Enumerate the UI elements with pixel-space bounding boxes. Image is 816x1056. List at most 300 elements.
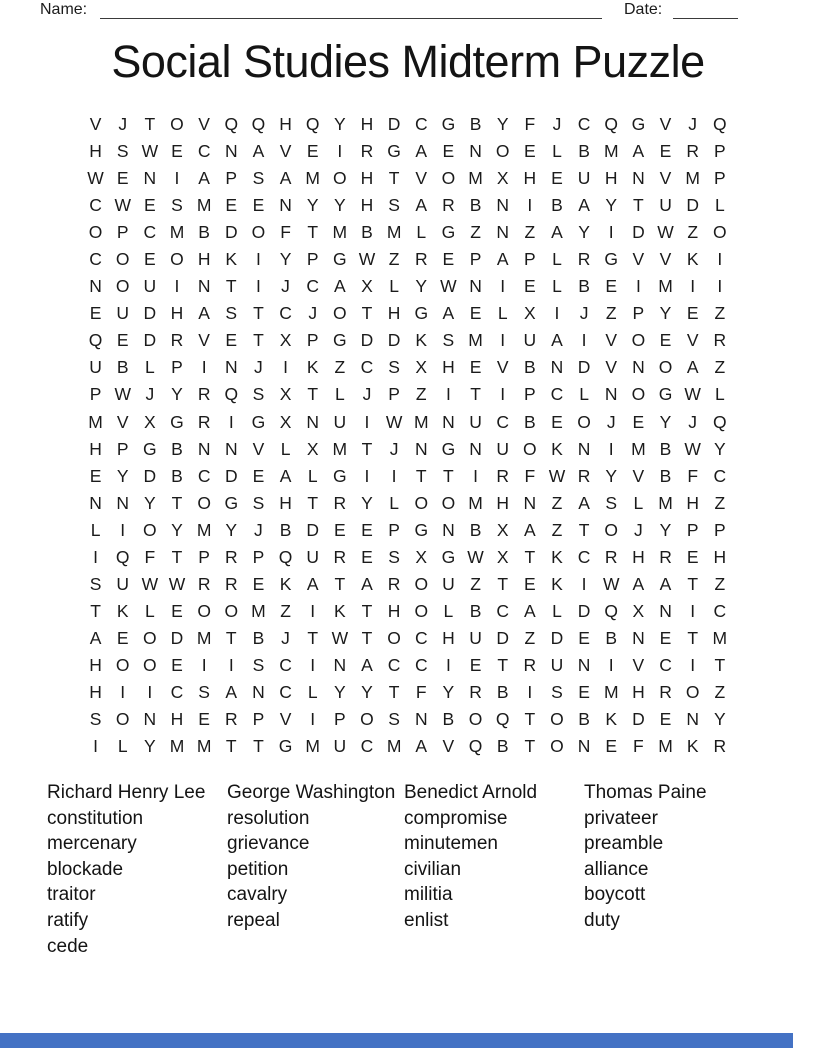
grid-letter: O bbox=[115, 654, 130, 675]
grid-letter: Z bbox=[714, 682, 726, 702]
grid-letter: T bbox=[225, 627, 237, 648]
grid-letter: Y bbox=[605, 465, 618, 486]
grid-letter: N bbox=[523, 492, 537, 513]
grid-letter: T bbox=[171, 492, 183, 513]
grid-letter: I bbox=[690, 600, 696, 621]
grid-letter: O bbox=[170, 249, 184, 270]
grid-letter: L bbox=[280, 438, 291, 459]
grid-letter: G bbox=[251, 411, 266, 432]
grid-letter: N bbox=[279, 195, 292, 216]
grid-letter: M bbox=[196, 736, 212, 757]
grid-letter: N bbox=[414, 438, 428, 459]
grid-letter: E bbox=[306, 141, 319, 162]
grid-letter: G bbox=[333, 330, 347, 351]
horizontal-scrollbar-thumb[interactable] bbox=[0, 1033, 793, 1048]
grid-letter: G bbox=[441, 438, 456, 459]
grid-letter: A bbox=[252, 141, 265, 162]
grid-letter: T bbox=[470, 384, 481, 405]
grid-letter: D bbox=[306, 519, 320, 540]
grid-letter: Q bbox=[468, 736, 483, 757]
grid-letter: I bbox=[717, 249, 723, 270]
grid-letter: X bbox=[632, 600, 645, 621]
grid-letter: I bbox=[717, 276, 723, 297]
grid-letter: N bbox=[414, 709, 428, 730]
grid-letter: K bbox=[415, 330, 428, 351]
grid-letter: E bbox=[659, 141, 672, 162]
grid-letter: A bbox=[523, 519, 536, 540]
word-item: cavalry bbox=[227, 884, 288, 906]
grid-letter: P bbox=[713, 519, 726, 540]
grid-letter: R bbox=[224, 709, 238, 730]
grid-letter: P bbox=[469, 249, 482, 270]
grid-letter: W bbox=[385, 411, 403, 432]
grid-letter: D bbox=[496, 627, 509, 648]
word-item: boycott bbox=[584, 884, 646, 906]
grid-letter: Y bbox=[144, 736, 156, 757]
grid-letter: O bbox=[658, 357, 673, 378]
grid-letter: P bbox=[523, 249, 536, 270]
grid-letter: E bbox=[361, 546, 373, 567]
grid-letter: W bbox=[141, 141, 159, 162]
grid-letter: B bbox=[659, 465, 672, 486]
grid-letter: O bbox=[88, 222, 103, 243]
word-item: Benedict Arnold bbox=[404, 782, 538, 803]
word-item: duty bbox=[584, 909, 620, 931]
grid-letter: E bbox=[551, 168, 563, 189]
grid-letter: I bbox=[255, 276, 261, 297]
grid-letter: N bbox=[632, 357, 645, 378]
grid-letter: A bbox=[523, 600, 536, 621]
grid-letter: P bbox=[116, 222, 129, 243]
grid-letter: W bbox=[684, 384, 701, 405]
grid-letter: L bbox=[334, 384, 345, 405]
grid-letter: Q bbox=[115, 546, 130, 567]
grid-letter: Q bbox=[278, 546, 293, 567]
grid-letter: M bbox=[603, 141, 619, 162]
grid-letter: O bbox=[115, 249, 130, 270]
grid-letter: C bbox=[496, 411, 509, 432]
grid-letter: M bbox=[251, 600, 266, 621]
grid-letter: Z bbox=[714, 492, 726, 513]
grid-letter: C bbox=[550, 384, 564, 405]
grid-letter: V bbox=[198, 330, 210, 351]
grid-letter: J bbox=[606, 411, 616, 432]
grid-letter: I bbox=[174, 276, 180, 297]
grid-letter: R bbox=[333, 546, 347, 567]
grid-letter: A bbox=[306, 573, 319, 594]
grid-letter: L bbox=[552, 141, 562, 162]
grid-letter: W bbox=[114, 195, 131, 216]
grid-letter: P bbox=[388, 519, 400, 540]
grid-letter: W bbox=[141, 573, 159, 594]
grid-letter: O bbox=[143, 654, 157, 675]
grid-letter: E bbox=[144, 195, 156, 216]
grid-letter: E bbox=[225, 330, 238, 351]
word-item: George Washington bbox=[227, 782, 396, 803]
grid-letter: B bbox=[469, 195, 482, 216]
grid-letter: N bbox=[577, 654, 591, 675]
grid-letter: M bbox=[468, 168, 483, 189]
grid-letter: H bbox=[360, 114, 374, 135]
grid-letter: Q bbox=[712, 411, 727, 432]
grid-letter: T bbox=[497, 654, 509, 675]
grid-letter: Z bbox=[280, 600, 291, 621]
grid-letter: Q bbox=[604, 600, 619, 621]
grid-letter: W bbox=[657, 222, 674, 243]
grid-letter: L bbox=[497, 303, 508, 324]
grid-letter: E bbox=[252, 195, 265, 216]
grid-letter: N bbox=[659, 600, 672, 621]
grid-letter: Y bbox=[496, 114, 509, 135]
grid-letter: Y bbox=[306, 195, 319, 216]
grid-letter: O bbox=[115, 709, 130, 730]
grid-letter: M bbox=[658, 492, 673, 513]
grid-letter: C bbox=[89, 195, 102, 216]
grid-letter: B bbox=[171, 465, 183, 486]
grid-letter: O bbox=[224, 600, 239, 621]
grid-letter: Z bbox=[551, 519, 563, 540]
grid-letter: R bbox=[577, 465, 591, 486]
grid-letter: I bbox=[93, 736, 98, 757]
grid-letter: N bbox=[143, 168, 157, 189]
grid-letter: U bbox=[143, 276, 157, 297]
grid-letter: F bbox=[144, 546, 156, 567]
grid-letter: U bbox=[550, 654, 564, 675]
grid-letter: T bbox=[388, 682, 400, 702]
grid-letter: H bbox=[604, 168, 618, 189]
grid-letter: P bbox=[225, 168, 238, 189]
grid-letter: H bbox=[442, 357, 455, 378]
grid-letter: N bbox=[442, 411, 455, 432]
grid-letter: V bbox=[659, 168, 672, 189]
grid-letter: O bbox=[712, 222, 727, 243]
grid-letter: T bbox=[171, 546, 183, 567]
grid-letter: B bbox=[198, 222, 210, 243]
grid-letter: T bbox=[361, 627, 373, 648]
grid-letter: I bbox=[364, 465, 370, 486]
grid-letter: Y bbox=[605, 195, 618, 216]
grid-letter: H bbox=[89, 682, 102, 702]
grid-letter: V bbox=[442, 736, 455, 757]
grid-letter: Y bbox=[333, 682, 346, 702]
grid-letter: B bbox=[659, 438, 672, 459]
grid-letter: F bbox=[633, 736, 644, 757]
grid-letter: M bbox=[603, 682, 619, 702]
grid-letter: A bbox=[198, 303, 210, 324]
grid-letter: Y bbox=[361, 682, 373, 702]
grid-letter: O bbox=[360, 709, 374, 730]
grid-letter: T bbox=[524, 736, 536, 757]
grid-letter: L bbox=[307, 465, 318, 486]
grid-letter: E bbox=[659, 330, 672, 351]
grid-letter: Y bbox=[442, 682, 455, 702]
grid-letter: D bbox=[224, 465, 238, 486]
grid-letter: A bbox=[415, 736, 428, 757]
grid-letter: R bbox=[469, 682, 482, 702]
grid-letter: E bbox=[171, 141, 183, 162]
grid-letter: I bbox=[255, 249, 261, 270]
grid-letter: R bbox=[496, 465, 509, 486]
word-item: constitution bbox=[47, 807, 144, 829]
grid-letter: R bbox=[686, 141, 699, 162]
grid-letter: J bbox=[254, 357, 263, 378]
grid-letter: G bbox=[333, 249, 347, 270]
grid-letter: R bbox=[713, 736, 727, 757]
grid-letter: S bbox=[388, 709, 400, 730]
grid-letter: T bbox=[524, 709, 536, 730]
grid-letter: J bbox=[118, 114, 128, 135]
grid-letter: G bbox=[224, 492, 239, 513]
grid-letter: T bbox=[334, 573, 346, 594]
grid-letter: S bbox=[388, 357, 400, 378]
grid-letter: R bbox=[224, 573, 238, 594]
grid-letter: F bbox=[280, 222, 291, 243]
grid-letter: E bbox=[686, 303, 699, 324]
grid-letter: O bbox=[197, 492, 211, 513]
grid-letter: N bbox=[224, 357, 238, 378]
grid-letter: A bbox=[632, 141, 645, 162]
grid-letter: I bbox=[581, 573, 587, 594]
grid-letter: E bbox=[252, 465, 265, 486]
grid-letter: B bbox=[578, 709, 590, 730]
grid-letter: R bbox=[333, 492, 347, 513]
grid-letter: I bbox=[391, 465, 397, 486]
grid-letter: O bbox=[251, 222, 266, 243]
word-list-column bbox=[227, 780, 395, 934]
grid-letter: A bbox=[496, 249, 509, 270]
grid-letter: K bbox=[225, 249, 238, 270]
grid-letter: U bbox=[577, 168, 591, 189]
grid-letter: L bbox=[714, 195, 725, 216]
grid-letter: M bbox=[332, 438, 348, 459]
grid-letter: U bbox=[442, 573, 455, 594]
grid-letter: Y bbox=[578, 222, 590, 243]
grid-letter: Q bbox=[224, 114, 239, 135]
grid-letter: B bbox=[361, 222, 373, 243]
grid-letter: I bbox=[337, 141, 343, 162]
grid-letter: B bbox=[605, 627, 618, 648]
grid-letter: C bbox=[143, 222, 157, 243]
grid-letter: Q bbox=[224, 384, 239, 405]
grid-letter: M bbox=[712, 627, 728, 648]
grid-letter: G bbox=[604, 249, 619, 270]
grid-letter: L bbox=[579, 384, 589, 405]
grid-letter: T bbox=[687, 627, 699, 648]
grid-letter: E bbox=[523, 573, 536, 594]
grid-letter: R bbox=[197, 384, 211, 405]
grid-letter: E bbox=[333, 519, 346, 540]
grid-letter: C bbox=[360, 357, 374, 378]
grid-letter: M bbox=[658, 276, 673, 297]
grid-letter: N bbox=[252, 682, 265, 702]
grid-letter: I bbox=[690, 276, 696, 297]
grid-letter: O bbox=[577, 411, 591, 432]
grid-letter: N bbox=[442, 519, 455, 540]
grid-letter: X bbox=[279, 330, 292, 351]
grid-letter: N bbox=[632, 168, 645, 189]
grid-letter: V bbox=[605, 330, 618, 351]
grid-letter: Y bbox=[171, 519, 183, 540]
date-label: Date: bbox=[624, 1, 663, 18]
grid-letter: K bbox=[306, 357, 319, 378]
grid-letter: L bbox=[144, 357, 155, 378]
grid-letter: I bbox=[500, 330, 506, 351]
grid-letter: V bbox=[659, 249, 672, 270]
grid-letter: I bbox=[228, 411, 234, 432]
grid-letter: N bbox=[306, 411, 320, 432]
grid-letter: P bbox=[632, 303, 645, 324]
grid-letter: K bbox=[605, 709, 618, 730]
grid-letter: U bbox=[333, 411, 347, 432]
grid-letter: L bbox=[443, 600, 454, 621]
grid-letter: J bbox=[254, 519, 263, 540]
grid-letter: O bbox=[685, 682, 700, 702]
grid-letter: N bbox=[143, 709, 157, 730]
grid-letter: I bbox=[608, 438, 614, 459]
grid-letter: S bbox=[252, 168, 265, 189]
grid-letter: E bbox=[605, 276, 618, 297]
grid-letter: H bbox=[89, 438, 102, 459]
grid-letter: P bbox=[252, 546, 265, 567]
grid-letter: V bbox=[279, 709, 292, 730]
grid-letter: A bbox=[659, 573, 672, 594]
grid-letter: Z bbox=[388, 249, 400, 270]
grid-letter: H bbox=[713, 546, 727, 567]
grid-letter: P bbox=[89, 384, 102, 405]
grid-letter: H bbox=[89, 654, 102, 675]
word-item: civilian bbox=[404, 858, 462, 880]
grid-letter: Z bbox=[714, 303, 726, 324]
grid-letter: U bbox=[469, 411, 482, 432]
grid-letter: Z bbox=[415, 384, 427, 405]
grid-letter: V bbox=[659, 114, 672, 135]
grid-letter: E bbox=[523, 141, 536, 162]
grid-letter: N bbox=[496, 195, 509, 216]
page-title: Social Studies Midterm Puzzle bbox=[111, 36, 705, 87]
grid-letter: K bbox=[551, 573, 563, 594]
word-list-column bbox=[584, 780, 707, 934]
grid-letter: D bbox=[143, 330, 157, 351]
grid-letter: T bbox=[443, 465, 454, 486]
grid-letter: Q bbox=[88, 330, 103, 351]
grid-letter: E bbox=[605, 736, 618, 757]
grid-letter: I bbox=[554, 303, 560, 324]
grid-letter: Y bbox=[333, 114, 346, 135]
grid-letter: W bbox=[467, 546, 484, 567]
grid-letter: S bbox=[116, 141, 129, 162]
grid-letter: J bbox=[552, 114, 562, 135]
grid-letter: A bbox=[415, 141, 428, 162]
grid-letter: M bbox=[658, 736, 673, 757]
grid-letter: R bbox=[414, 249, 428, 270]
grid-letter: I bbox=[473, 465, 478, 486]
grid-letter: P bbox=[333, 709, 346, 730]
grid-letter: U bbox=[306, 546, 320, 567]
grid-letter: Z bbox=[334, 357, 346, 378]
grid-letter: R bbox=[577, 249, 591, 270]
grid-letter: V bbox=[632, 465, 645, 486]
grid-letter: O bbox=[143, 627, 157, 648]
grid-letter: O bbox=[333, 168, 347, 189]
grid-letter: Y bbox=[415, 276, 428, 297]
grid-letter: C bbox=[279, 654, 292, 675]
grid-letter: R bbox=[604, 546, 618, 567]
grid-letter: F bbox=[524, 114, 536, 135]
grid-letter: N bbox=[333, 654, 347, 675]
grid-letter: I bbox=[608, 654, 614, 675]
grid-letter: U bbox=[89, 357, 102, 378]
grid-letter: G bbox=[333, 465, 347, 486]
grid-letter: J bbox=[362, 384, 372, 405]
grid-letter: V bbox=[605, 357, 618, 378]
grid-letter: P bbox=[116, 438, 129, 459]
grid-letter: T bbox=[415, 465, 427, 486]
grid-letter: H bbox=[89, 141, 102, 162]
grid-letter: D bbox=[224, 222, 238, 243]
grid-letter: B bbox=[523, 357, 536, 378]
grid-letter: A bbox=[333, 276, 346, 297]
grid-letter: E bbox=[252, 573, 265, 594]
grid-letter: P bbox=[713, 168, 726, 189]
grid-letter: B bbox=[252, 627, 265, 648]
grid-letter: S bbox=[225, 303, 238, 324]
grid-letter: C bbox=[414, 114, 428, 135]
word-item: alliance bbox=[584, 858, 649, 880]
grid-letter: H bbox=[632, 546, 645, 567]
grid-letter: E bbox=[632, 411, 645, 432]
grid-letter: M bbox=[468, 330, 483, 351]
grid-letter: E bbox=[116, 330, 129, 351]
grid-letter: Y bbox=[361, 492, 373, 513]
grid-letter: T bbox=[307, 222, 319, 243]
grid-letter: K bbox=[116, 600, 129, 621]
grid-letter: C bbox=[713, 465, 727, 486]
grid-letter: N bbox=[469, 141, 482, 162]
grid-letter: P bbox=[306, 249, 319, 270]
grid-letter: M bbox=[196, 195, 212, 216]
word-item: petition bbox=[227, 858, 289, 880]
grid-letter: Z bbox=[524, 627, 536, 648]
grid-letter: N bbox=[550, 357, 564, 378]
grid-letter: R bbox=[713, 330, 727, 351]
grid-letter: M bbox=[685, 168, 700, 189]
grid-letter: G bbox=[414, 519, 429, 540]
grid-letter: V bbox=[89, 114, 102, 135]
grid-letter: I bbox=[500, 276, 506, 297]
grid-letter: A bbox=[578, 195, 590, 216]
grid-letter: D bbox=[360, 330, 374, 351]
word-item: traitor bbox=[47, 884, 96, 906]
word-item: Richard Henry Lee bbox=[47, 782, 206, 803]
grid-letter: L bbox=[389, 492, 399, 513]
grid-letter: B bbox=[578, 276, 590, 297]
grid-letter: E bbox=[551, 411, 563, 432]
grid-letter: O bbox=[143, 519, 157, 540]
grid-letter: S bbox=[551, 682, 563, 702]
grid-letter: I bbox=[174, 168, 180, 189]
grid-letter: M bbox=[413, 411, 429, 432]
grid-letter: E bbox=[469, 654, 482, 675]
grid-letter: T bbox=[253, 736, 264, 757]
grid-letter: R bbox=[360, 141, 374, 162]
grid-letter: C bbox=[306, 276, 320, 297]
grid-letter: B bbox=[523, 411, 536, 432]
grid-letter: X bbox=[144, 411, 156, 432]
grid-letter: V bbox=[415, 168, 428, 189]
grid-letter: I bbox=[635, 276, 641, 297]
grid-letter: T bbox=[307, 492, 319, 513]
grid-letter: W bbox=[114, 384, 131, 405]
